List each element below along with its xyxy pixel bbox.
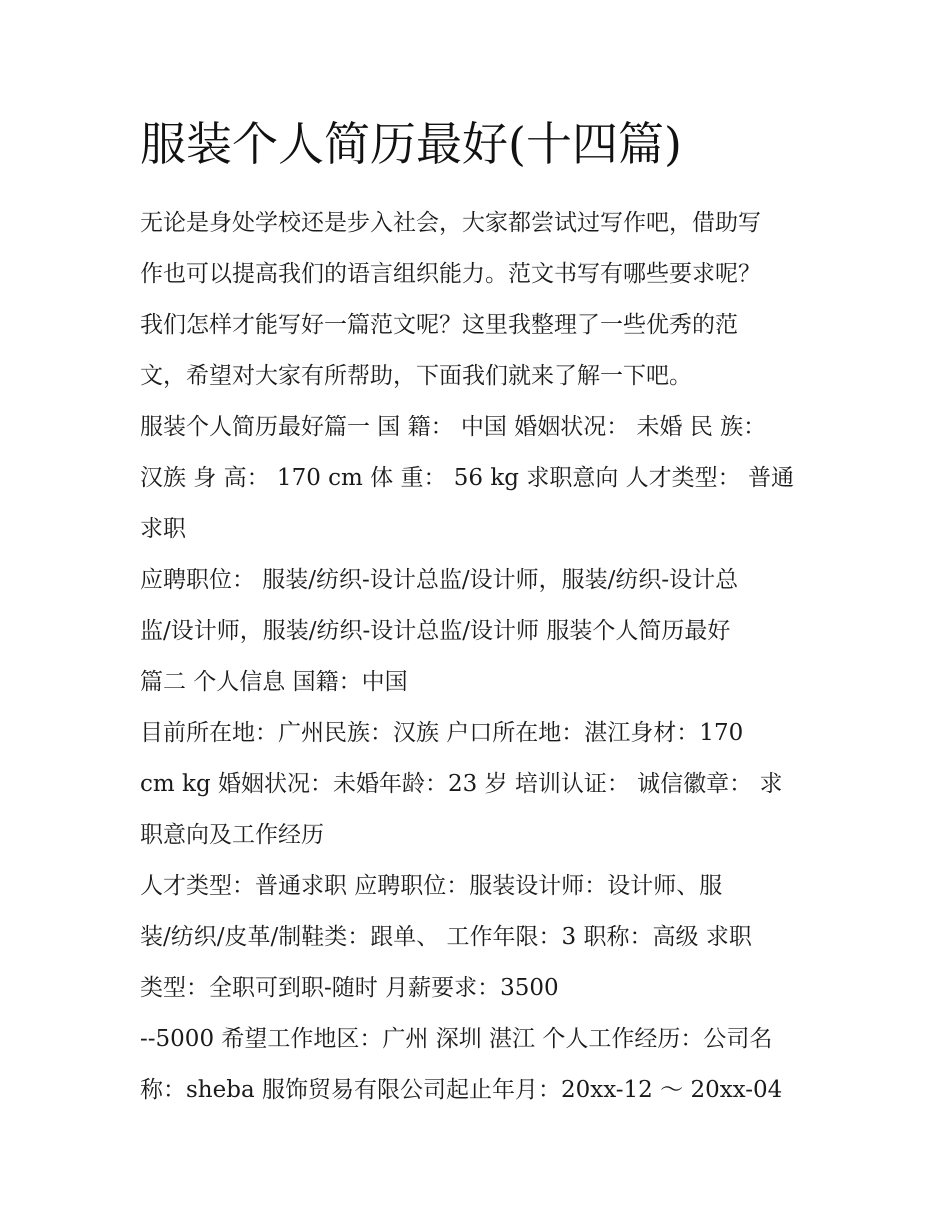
body-line: --5000 希望工作地区：广州 深圳 湛江 个人工作经历：公司名 — [140, 1026, 773, 1052]
document-title: 服装个人简历最好(十四篇) — [140, 117, 682, 171]
body-line: 无论是身处学校还是步入社会，大家都尝试过写作吧，借助写 — [140, 210, 761, 236]
body-line: 人才类型：普通求职 应聘职位：服装设计师：设计师、服 — [140, 873, 723, 899]
body-line: 类型：全职可到职-随时 月薪要求：3500 — [140, 975, 559, 1001]
body-line: 应聘职位： 服装/纺织-设计总监/设计师，服装/纺织-设计总 — [140, 567, 739, 593]
body-line: 服装个人简历最好篇一 国 籍： 中国 婚姻状况： 未婚 民 族： — [140, 414, 767, 440]
document-body — [140, 198, 820, 1116]
body-line: 目前所在地：广州民族：汉族 户口所在地：湛江身材：170 — [140, 720, 744, 746]
body-line: 称：sheba 服饰贸易有限公司起止年月：20xx-12 ～ 20xx-04 — [140, 1077, 783, 1103]
body-line: cm kg 婚姻状况：未婚年龄：23 岁 培训认证： 诚信徽章： 求 — [140, 771, 783, 797]
body-line: 我们怎样才能写好一篇范文呢？这里我整理了一些优秀的范 — [140, 312, 738, 338]
body-line: 文，希望对大家有所帮助，下面我们就来了解一下吧。 — [140, 363, 692, 389]
body-line: 汉族 身 高： 170 cm 体 重： 56 kg 求职意向 人才类型： 普通 — [140, 465, 794, 491]
body-line: 装/纺织/皮革/制鞋类：跟单、 工作年限：3 职称：高级 求职 — [140, 924, 752, 950]
body-line: 篇二 个人信息 国籍：中国 — [140, 669, 408, 695]
body-line: 作也可以提高我们的语言组织能力。范文书写有哪些要求呢？ — [140, 261, 761, 287]
body-line: 职意向及工作经历 — [140, 822, 324, 848]
body-line: 求职 — [140, 516, 186, 542]
body-line: 监/设计师，服装/纺织-设计总监/设计师 服装个人简历最好 — [140, 618, 731, 644]
